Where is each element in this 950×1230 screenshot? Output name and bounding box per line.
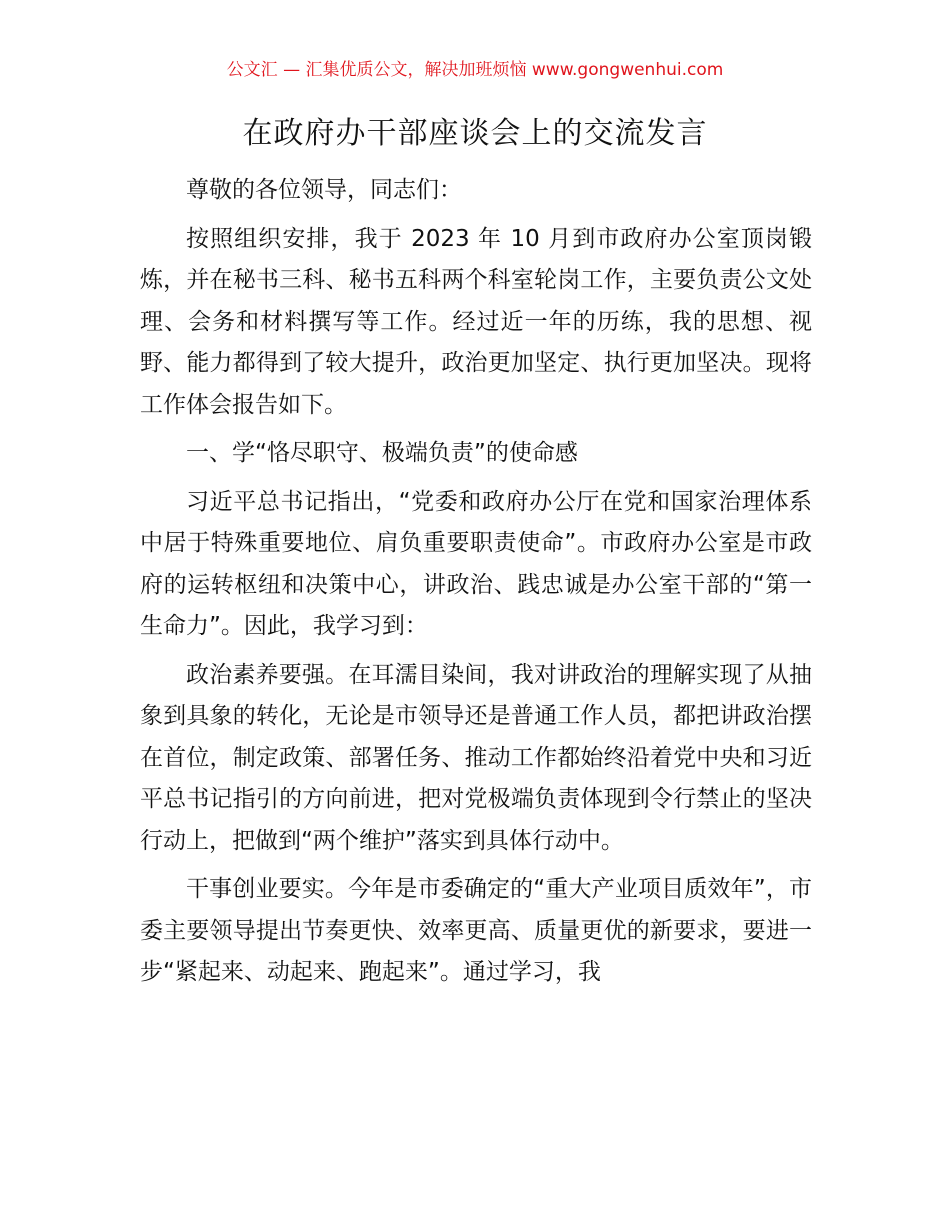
- intro-paragraph: 按照组织安排，我于 2023 年 10 月到市政府办公室顶岗锻炼，并在秘书三科、秘书五科两个科室轮岗工作，主要负责公文处理、会务和材料撰写等工作。经过近一年的历练，我的思想、视野、能力都得到了较大提升，政治更加坚定、执行更加坚决。现将工作体会报告如下。: [140, 225, 812, 418]
- salutation-paragraph: 尊敬的各位领导，同志们：: [186, 177, 462, 203]
- document-body: [140, 170, 812, 1001]
- document-title: 在政府办干部座谈会上的交流发言: [242, 116, 708, 151]
- section-heading: 一、学“恪尽职守、极端负责”的使命感: [186, 440, 578, 466]
- site-watermark-header: 公文汇 — 汇集优质公文，解决加班烦恼 www.gongwenhui.com: [226, 60, 724, 80]
- body-paragraph: 干事创业要实。今年是市委确定的“重大产业项目质效年”，市委主要领导提出节奏更快、效率更高、质量更优的新要求，要进一步“紧起来、动起来、跑起来”。通过学习，我: [140, 876, 812, 985]
- body-paragraph: 政治素养要强。在耳濡目染间，我对讲政治的理解实现了从抽象到具象的转化，无论是市领导还是普通工作人员，都把讲政治摆在首位，制定政策、部署任务、推动工作都始终沿着党中央和习近平总书记指引的方向前进，把对党极端负责体现到令行禁止的坚决行动上，把做到“两个维护”落实到具体行动中。: [140, 661, 812, 854]
- body-paragraph: 习近平总书记指出，“党委和政府办公厅在党和国家治理体系中居于特殊重要地位、肩负重要职责使命”。市政府办公室是市政府的运转枢纽和决策中心，讲政治、践忠诚是办公室干部的“第一生命力”。因此，我学习到：: [140, 488, 812, 639]
